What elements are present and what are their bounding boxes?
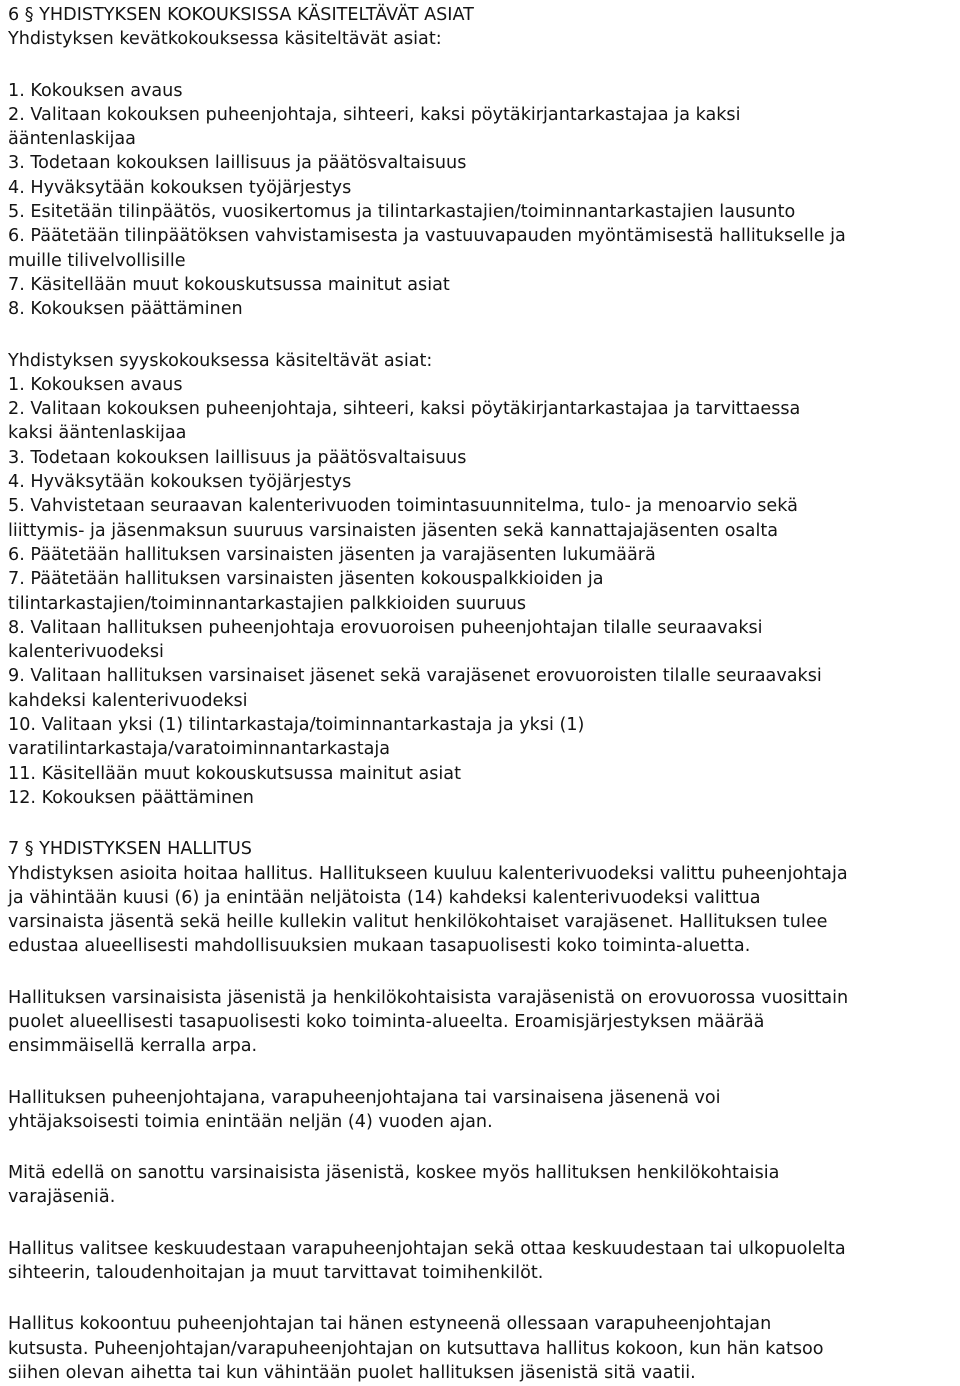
paragraph-line: yhtäjaksoisesti toimia enintään neljän (4) vuoden ajan.	[8, 1111, 493, 1132]
list-item: kahdeksi kalenterivuodeksi	[8, 690, 248, 711]
list-item: kalenterivuodeksi	[8, 642, 164, 663]
spacer	[8, 52, 958, 79]
paragraph	[8, 1237, 958, 1286]
paragraph-line: Hallituksen varsinaisista jäsenistä ja henkilökohtaisista varajäsenistä on erovuorossa vuosittain	[8, 987, 849, 1008]
paragraph-line: sihteerin, taloudenhoitajan ja muut tarvittavat toimihenkilöt.	[8, 1263, 544, 1284]
list-item: kaksi ääntenlaskijaa	[8, 423, 187, 444]
paragraph-line: Hallitus valitsee keskuudestaan varapuheenjohtajan sekä ottaa keskuudestaan tai ulkopuolelta	[8, 1238, 846, 1259]
list-item: muille tilivelvollisille	[8, 250, 186, 271]
spacer	[8, 1210, 958, 1237]
list-item: 11. Käsitellään muut kokouskutsussa mainitut asiat	[8, 763, 461, 784]
list-item: 8. Valitaan hallituksen puheenjohtaja erovuoroisen puheenjohtajan tilalle seuraavaksi	[8, 617, 763, 638]
list-item: 7. Käsitellään muut kokouskutsussa mainitut asiat	[8, 274, 450, 295]
list-item: 7. Päätetään hallituksen varsinaisten jäsenten kokouspalkkioiden ja	[8, 569, 604, 590]
list-item: 4. Hyväksytään kokouksen työjärjestys	[8, 472, 352, 493]
paragraph-line: Hallitus kokoontuu puheenjohtajan tai hänen estyneenä ollessaan varapuheenjohtajan	[8, 1314, 772, 1335]
paragraph	[8, 862, 958, 959]
list-item: 1. Kokouksen avaus	[8, 80, 183, 101]
list-item: tilintarkastajien/toiminnantarkastajien palkkioiden suuruus	[8, 593, 527, 614]
list-item: 5. Esitetään tilinpäätös, vuosikertomus ja tilintarkastajien/toiminnantarkastajien lausunto	[8, 202, 796, 223]
list-item: 3. Todetaan kokouksen laillisuus ja päätösvaltaisuus	[8, 153, 467, 174]
spacer	[8, 959, 958, 986]
list-item: ääntenlaskijaa	[8, 129, 136, 150]
paragraph-line: Mitä edellä on sanottu varsinaisista jäsenistä, koskee myös hallituksen henkilökohtaisia	[8, 1163, 780, 1184]
spacer	[8, 1285, 958, 1312]
list-item: 6. Päätetään hallituksen varsinaisten jäsenten ja varajäsenten lukumäärä	[8, 544, 656, 565]
autumn-meeting-intro: Yhdistyksen syyskokouksessa käsiteltävät asiat:	[8, 350, 433, 371]
paragraph-line: edustaa alueellisesti mahdollisuuksien mukaan tasapuolisesti koko toiminta-aluetta.	[8, 936, 751, 957]
spring-meeting-list	[8, 79, 958, 322]
spring-meeting-intro: Yhdistyksen kevätkokouksessa käsiteltävät asiat:	[8, 29, 442, 50]
spacer	[8, 1059, 958, 1086]
paragraph-line: puolet alueellisesti tasapuolisesti koko toiminta-alueelta. Eroamisjärjestyksen määrää	[8, 1011, 765, 1032]
paragraph-line: Hallituksen puheenjohtajana, varapuheenjohtajana tai varsinaisena jäsenenä voi	[8, 1087, 721, 1108]
paragraph	[8, 1086, 958, 1135]
list-item: 3. Todetaan kokouksen laillisuus ja päätösvaltaisuus	[8, 447, 467, 468]
paragraph	[8, 1312, 958, 1385]
section-6-heading: 6 § YHDISTYKSEN KOKOUKSISSA KÄSITELTÄVÄT ASIAT	[8, 5, 474, 25]
list-item: 9. Valitaan hallituksen varsinaiset jäsenet sekä varajäsenet erovuoroisten tilalle seuraavaksi	[8, 666, 822, 687]
list-item: 8. Kokouksen päättäminen	[8, 299, 243, 320]
list-item: 5. Vahvistetaan seuraavan kalenterivuoden toimintasuunnitelma, tulo- ja menoarvio sekä	[8, 496, 798, 517]
list-item: 1. Kokouksen avaus	[8, 374, 183, 395]
paragraph-line: varajäseniä.	[8, 1187, 116, 1208]
document-page	[8, 3, 958, 1385]
paragraph-line: Yhdistyksen asioita hoitaa hallitus. Hallitukseen kuuluu kalenterivuodeksi valittu puheenjohtaja	[8, 863, 848, 884]
list-item: 12. Kokouksen päättäminen	[8, 787, 254, 808]
list-item: 4. Hyväksytään kokouksen työjärjestys	[8, 177, 352, 198]
section-7-heading: 7 § YHDISTYKSEN HALLITUS	[8, 839, 252, 860]
list-item: 10. Valitaan yksi (1) tilintarkastaja/toiminnantarkastaja ja yksi (1)	[8, 715, 585, 736]
paragraph-line: ensimmäisellä kerralla arpa.	[8, 1036, 258, 1057]
paragraph	[8, 986, 958, 1059]
paragraph-line: siihen olevan aihetta tai kun vähintään puolet hallituksen jäsenistä sitä vaatii.	[8, 1362, 696, 1383]
spacer	[8, 810, 958, 837]
list-item: 2. Valitaan kokouksen puheenjohtaja, sihteeri, kaksi pöytäkirjantarkastajaa ja kaksi	[8, 104, 741, 125]
list-item: varatilintarkastaja/varatoiminnantarkastaja	[8, 739, 391, 760]
spacer	[8, 1134, 958, 1161]
list-item: 6. Päätetään tilinpäätöksen vahvistamisesta ja vastuuvapauden myöntämisestä hallitukselle ja	[8, 226, 846, 247]
paragraph	[8, 1161, 958, 1210]
paragraph-line: kutsusta. Puheenjohtajan/varapuheenjohtajan on kutsuttava hallitus kokoon, kun hän katsoo	[8, 1338, 824, 1359]
paragraph-line: ja vähintään kuusi (6) ja enintään neljätoista (14) kahdeksi kalenterivuodeksi valittua	[8, 887, 761, 908]
list-item: liittymis- ja jäsenmaksun suuruus varsinaisten jäsenten sekä kannattajajäsenten osalta	[8, 520, 779, 541]
spacer	[8, 322, 958, 349]
autumn-meeting-list	[8, 373, 958, 810]
paragraph-line: varsinaista jäsentä sekä heille kullekin valitut henkilökohtaiset varajäsenet. Hallituksen tulee	[8, 912, 828, 933]
list-item: 2. Valitaan kokouksen puheenjohtaja, sihteeri, kaksi pöytäkirjantarkastajaa ja tarvittaessa	[8, 399, 801, 420]
